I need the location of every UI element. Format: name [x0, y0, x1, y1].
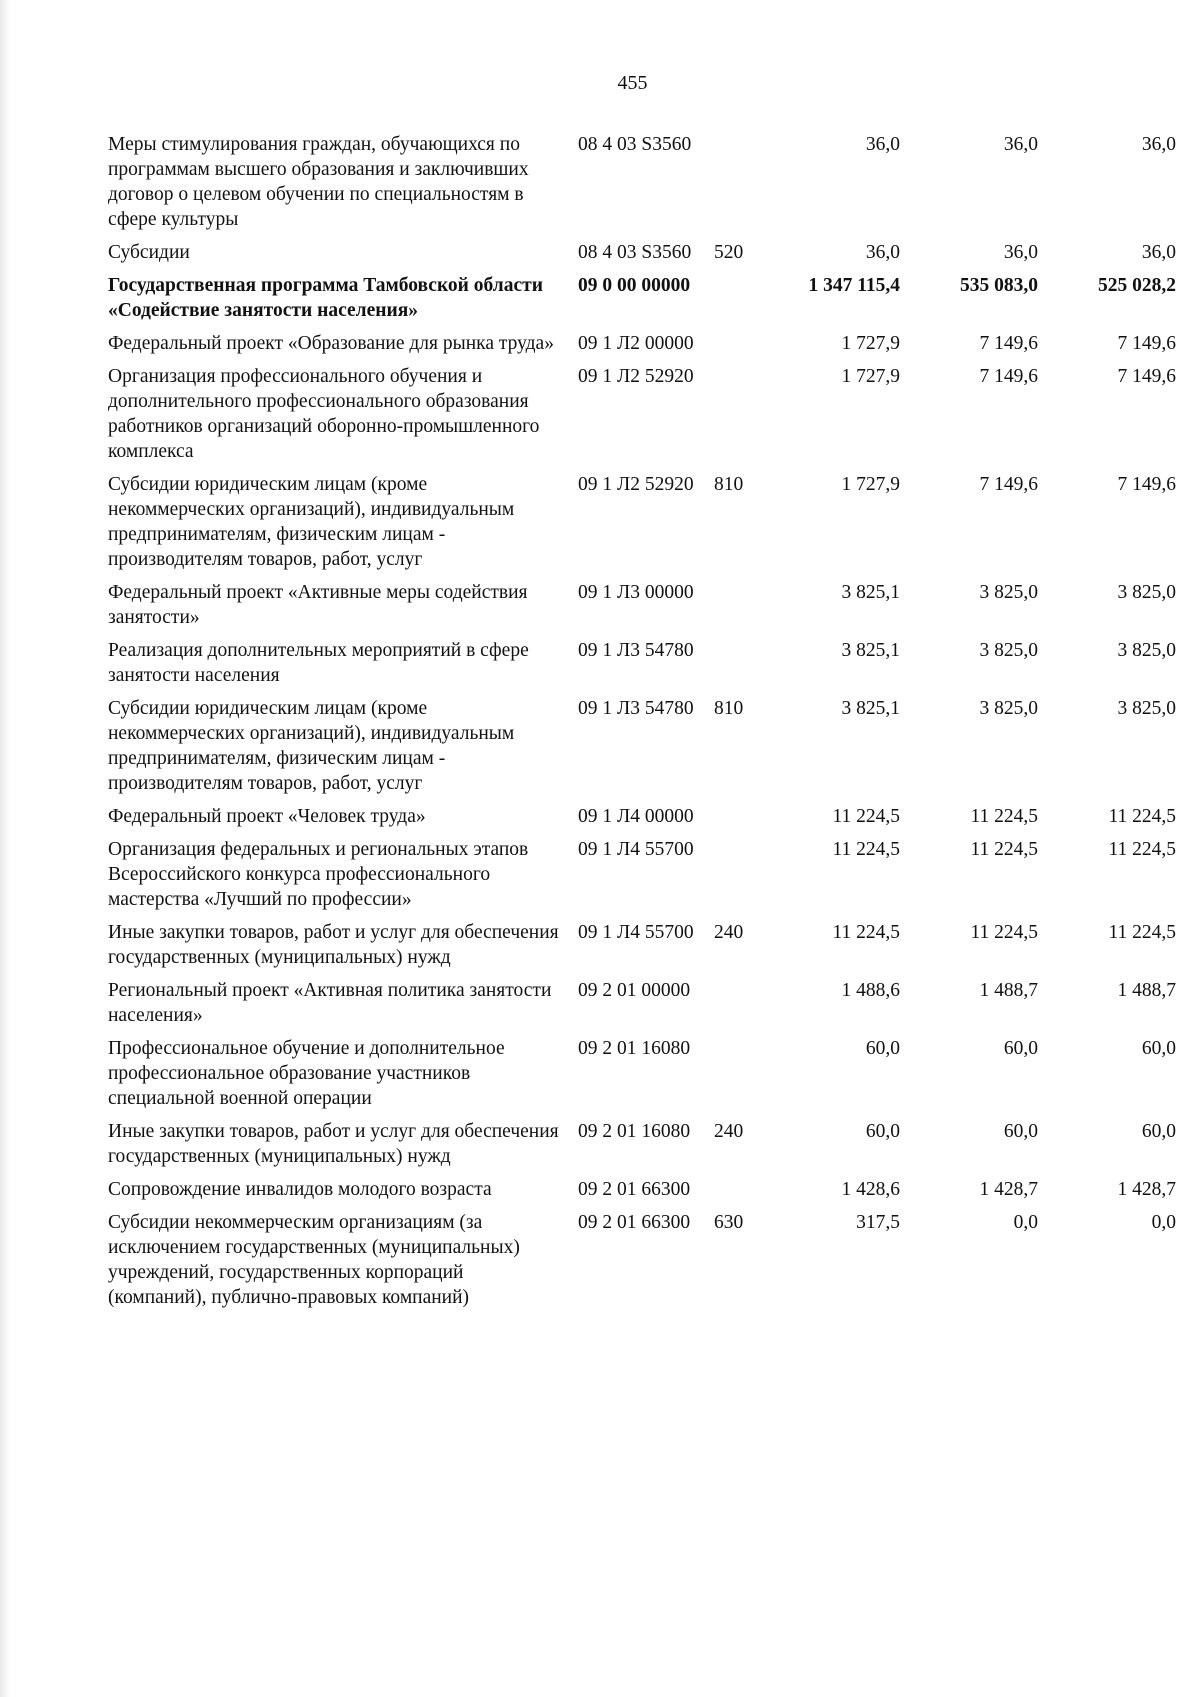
row-name: Профессиональное обучение и дополнительное профессиональное образование участников специальной военной операции	[108, 1038, 505, 1109]
row-name: Региональный проект «Активная политика занятости населения»	[108, 980, 552, 1026]
row-name: Субсидии	[108, 242, 190, 263]
row-code: 09 1 Л4 55700	[578, 839, 694, 860]
row-value-3: 60,0	[1141, 1038, 1176, 1059]
row-value-2: 7 149,6	[979, 366, 1038, 387]
row-name: Субсидии юридическим лицам (кроме некоммерческих организаций), индивидуальным предпринимателям, физическим лицам - производителям товаров, работ, услуг	[108, 474, 515, 570]
table-row	[108, 638, 1176, 696]
row-value-3: 1 488,7	[1117, 980, 1176, 1001]
row-code: 09 1 Л3 54780	[578, 640, 694, 661]
table-row	[108, 331, 1176, 364]
row-code: 09 2 01 66300	[578, 1212, 691, 1233]
row-name: Меры стимулирования граждан, обучающихся по программам высшего образования и заключивших договор о целевом обучении по специальностям в сфере культуры	[108, 134, 529, 230]
row-expense-type	[710, 837, 760, 920]
row-expense-type	[710, 1177, 760, 1210]
row-value-2: 7 149,6	[979, 333, 1038, 354]
row-value-3: 11 224,5	[1108, 922, 1176, 943]
row-name: Субсидии некоммерческим организациям (за исключением государственных (муниципальных) учреждений, государственных корпораций (компаний), публично-правовых компаний)	[108, 1212, 520, 1308]
page-number: 455	[617, 72, 648, 94]
row-value-1: 60,0	[865, 1121, 900, 1142]
row-value-1: 3 825,1	[841, 640, 900, 661]
row-value-3: 11 224,5	[1108, 839, 1176, 860]
table-row	[108, 1036, 1176, 1119]
row-value-2: 1 428,7	[979, 1179, 1038, 1200]
row-expense-type	[710, 580, 760, 638]
row-name: Государственная программа Тамбовской области «Содействие занятости населения»	[108, 275, 543, 321]
row-value-2: 3 825,0	[979, 640, 1038, 661]
row-value-1: 36,0	[865, 134, 900, 155]
row-expense-type: 810	[714, 698, 744, 719]
scan-edge	[0, 0, 10, 1697]
table-row	[108, 1210, 1176, 1318]
row-code: 09 0 00 00000	[578, 275, 691, 296]
row-value-2: 60,0	[1003, 1121, 1038, 1142]
row-value-3: 7 149,6	[1117, 366, 1176, 387]
row-value-1: 11 224,5	[832, 922, 900, 943]
row-code: 09 1 Л2 52920	[578, 474, 694, 495]
row-value-3: 3 825,0	[1117, 698, 1176, 719]
row-value-2: 11 224,5	[970, 839, 1038, 860]
row-value-1: 1 428,6	[841, 1179, 900, 1200]
row-value-1: 1 347 115,4	[808, 275, 900, 296]
row-code: 08 4 03 S3560	[578, 242, 692, 263]
row-value-2: 3 825,0	[979, 698, 1038, 719]
table-row	[108, 804, 1176, 837]
row-expense-type	[710, 1036, 760, 1119]
row-value-1: 1 727,9	[841, 333, 900, 354]
row-value-2: 1 488,7	[979, 980, 1038, 1001]
row-value-2: 60,0	[1003, 1038, 1038, 1059]
row-name: Федеральный проект «Образование для рынка труда»	[108, 333, 554, 354]
row-name: Организация профессионального обучения и дополнительного профессионального образования работников организаций оборонно-промышленного комплекса	[108, 366, 540, 462]
row-value-2: 0,0	[1013, 1212, 1038, 1233]
row-code: 08 4 03 S3560	[578, 134, 692, 155]
table-row	[108, 1177, 1176, 1210]
row-expense-type: 630	[714, 1212, 744, 1233]
row-value-2: 535 083,0	[960, 275, 1038, 296]
row-name: Иные закупки товаров, работ и услуг для обеспечения государственных (муниципальных) нужд	[108, 922, 559, 968]
table-row	[108, 1119, 1176, 1177]
row-expense-type: 810	[714, 474, 744, 495]
row-code: 09 1 Л3 00000	[578, 582, 694, 603]
table-row	[108, 364, 1176, 472]
table-body	[108, 132, 1176, 1318]
row-value-3: 3 825,0	[1117, 582, 1176, 603]
row-expense-type: 240	[714, 922, 744, 943]
row-value-1: 1 727,9	[841, 366, 900, 387]
row-code: 09 1 Л3 54780	[578, 698, 694, 719]
row-value-3: 36,0	[1141, 242, 1176, 263]
row-value-1: 11 224,5	[832, 806, 900, 827]
row-value-1: 1 727,9	[841, 474, 900, 495]
row-value-1: 3 825,1	[841, 582, 900, 603]
table-row	[108, 472, 1176, 580]
row-expense-type	[710, 364, 760, 472]
row-name: Сопровождение инвалидов молодого возраста	[108, 1179, 492, 1200]
row-value-3: 525 028,2	[1098, 275, 1176, 296]
row-value-1: 317,5	[856, 1212, 900, 1233]
row-value-1: 11 224,5	[832, 839, 900, 860]
row-name: Федеральный проект «Активные меры содействия занятости»	[108, 582, 528, 628]
row-value-2: 3 825,0	[979, 582, 1038, 603]
row-expense-type	[710, 273, 760, 331]
table-row	[108, 837, 1176, 920]
row-value-2: 36,0	[1003, 242, 1038, 263]
row-value-1: 60,0	[865, 1038, 900, 1059]
row-expense-type	[710, 978, 760, 1036]
row-name: Организация федеральных и региональных этапов Всероссийского конкурса профессионального мастерства «Лучший по профессии»	[108, 839, 529, 910]
row-name: Иные закупки товаров, работ и услуг для обеспечения государственных (муниципальных) нужд	[108, 1121, 559, 1167]
row-expense-type	[710, 331, 760, 364]
row-code: 09 2 01 16080	[578, 1121, 691, 1142]
row-name: Реализация дополнительных мероприятий в сфере занятости населения	[108, 640, 529, 686]
row-name: Субсидии юридическим лицам (кроме некоммерческих организаций), индивидуальным предпринимателям, физическим лицам - производителям товаров, работ, услуг	[108, 698, 515, 794]
row-code: 09 1 Л2 52920	[578, 366, 694, 387]
row-value-1: 3 825,1	[841, 698, 900, 719]
table-row	[108, 580, 1176, 638]
row-value-2: 7 149,6	[979, 474, 1038, 495]
row-value-3: 3 825,0	[1117, 640, 1176, 661]
row-code: 09 1 Л4 00000	[578, 806, 694, 827]
table-row	[108, 240, 1176, 273]
table-row	[108, 273, 1176, 331]
row-value-1: 1 488,6	[841, 980, 900, 1001]
row-expense-type	[710, 804, 760, 837]
table-row	[108, 978, 1176, 1036]
budget-table	[108, 132, 1176, 1318]
row-expense-type: 520	[714, 242, 744, 263]
row-code: 09 1 Л2 00000	[578, 333, 694, 354]
table-row	[108, 696, 1176, 804]
row-value-3: 11 224,5	[1108, 806, 1176, 827]
row-value-3: 7 149,6	[1117, 333, 1176, 354]
row-value-3: 36,0	[1141, 134, 1176, 155]
table-row	[108, 920, 1176, 978]
table-row	[108, 132, 1176, 240]
row-code: 09 2 01 16080	[578, 1038, 691, 1059]
row-code: 09 2 01 66300	[578, 1179, 691, 1200]
row-value-2: 11 224,5	[970, 922, 1038, 943]
row-value-1: 36,0	[865, 242, 900, 263]
row-value-3: 1 428,7	[1117, 1179, 1176, 1200]
row-value-2: 11 224,5	[970, 806, 1038, 827]
row-value-3: 7 149,6	[1117, 474, 1176, 495]
row-name: Федеральный проект «Человек труда»	[108, 806, 426, 827]
row-code: 09 1 Л4 55700	[578, 922, 694, 943]
row-expense-type	[710, 132, 760, 240]
row-value-3: 0,0	[1151, 1212, 1176, 1233]
row-expense-type	[710, 638, 760, 696]
row-expense-type: 240	[714, 1121, 744, 1142]
row-value-3: 60,0	[1141, 1121, 1176, 1142]
row-code: 09 2 01 00000	[578, 980, 691, 1001]
row-value-2: 36,0	[1003, 134, 1038, 155]
